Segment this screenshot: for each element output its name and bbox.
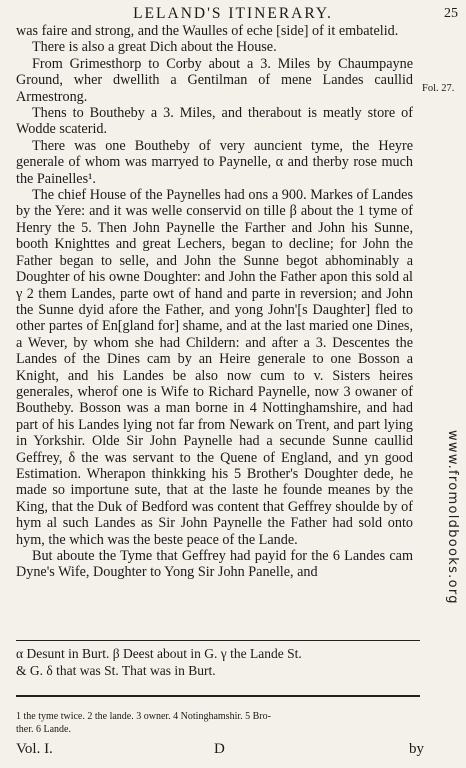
paragraph-1: was faire and strong, and the Waulles of eche [side] of it embatelid.: [16, 23, 399, 39]
paragraph-4: Thens to Boutheby a 3. Miles, and therabout is meatly store of Wodde scaterid.: [16, 105, 413, 138]
variants-rule-top: [16, 640, 420, 641]
signature-mark: D: [214, 741, 225, 757]
variant-row-1: α Desunt in Burt. β Deest about in G. γ the Lande St.: [16, 646, 302, 661]
page-number: 25: [444, 6, 458, 21]
running-head: LELAND'S ITINERARY.: [133, 5, 333, 22]
footnotes: [16, 711, 420, 736]
footnote-line-2: ther. 6 Lande.: [16, 723, 71, 735]
variants-rule-bottom: [16, 695, 420, 697]
variant-row-2: & G. δ that was St. That was in Burt.: [16, 663, 216, 678]
page-footer: [16, 741, 424, 761]
watermark-text: www.fromoldbooks.org: [445, 430, 460, 605]
volume-label: Vol. I.: [16, 741, 53, 757]
margin-folio-note: Fol. 27.: [422, 83, 455, 94]
variant-readings: [16, 645, 420, 679]
body-text: [16, 23, 413, 581]
paragraph-2: There is also a great Dich about the House.: [32, 39, 277, 56]
paragraph-6: The chief House of the Paynelles had ons a 900. Markes of Landes by the Yere: and it was welle conservid on tille β about the 1 tyme of Henry the 5. Then John Paynelle the Farther and John his Sunne, booth Knighttes and great Lechers, began to decline; for John the Father began to selle, and John the Sunne begot abhominably a Doughter of his owne Doughter: and John the Father apon this sold al γ 2 them Landes, parte owt of hand and parte in reversion; and John the Sunne dyid afore the Father, and yong John'[s Daughter] fled to other partes of En[gland for] shame, and at the last maried one Dines, a Wever, by whom she had Childern: and after a 3. Descentes the Landes of the Dines cam by an Heire generale to one Bosson a Knight, and his Landes be also now cum to v. Sisters heires generales, wherof one is Wife to Richard Paynelle, now 3 owaner of Boutheby. Bosson was a man borne in 4 Nottinghamshire, and had part of his Landes lying not far from Newark on Trent, and part lying in Yorkshir. Olde Sir John Paynelle had a secunde Sunne caullid Geffrey, δ the was servant to the Quene of England, and yn good Estimation. Wherapon thinkking his 5 Brother's Doughter dede, he made so importune sute, that at the laste he founde meanes by the King, that the Duk of Bedford was content that Geffrey shoulde by of hym al such Landes as Sir John Paynelle the Father had sold onto hym, the which was the beste peace of the Lande.: [16, 187, 413, 548]
catchword: by: [409, 741, 424, 757]
paragraph-7: But aboute the Tyme that Geffrey had payid for the 6 Landes cam Dyne's Wife, Doughter to Yong Sir John Panelle, and: [16, 548, 413, 581]
page-header: [0, 5, 466, 25]
footnote-line-1: 1 the tyme twice. 2 the lande. 3 owner. 4 Notinghamshir. 5 Bro-: [16, 711, 271, 722]
paragraph-5: There was one Boutheby of very auncient tyme, the Heyre generale of whom was marryed to Paynelle, α and therby rose much the Painelles¹.: [16, 137, 413, 187]
paragraph-3: From Grimesthorp to Corby about a 3. Miles by Chaumpayne Ground, wher dwellith a Gentilman of mene Landes caullid Armestrong.: [16, 55, 413, 105]
